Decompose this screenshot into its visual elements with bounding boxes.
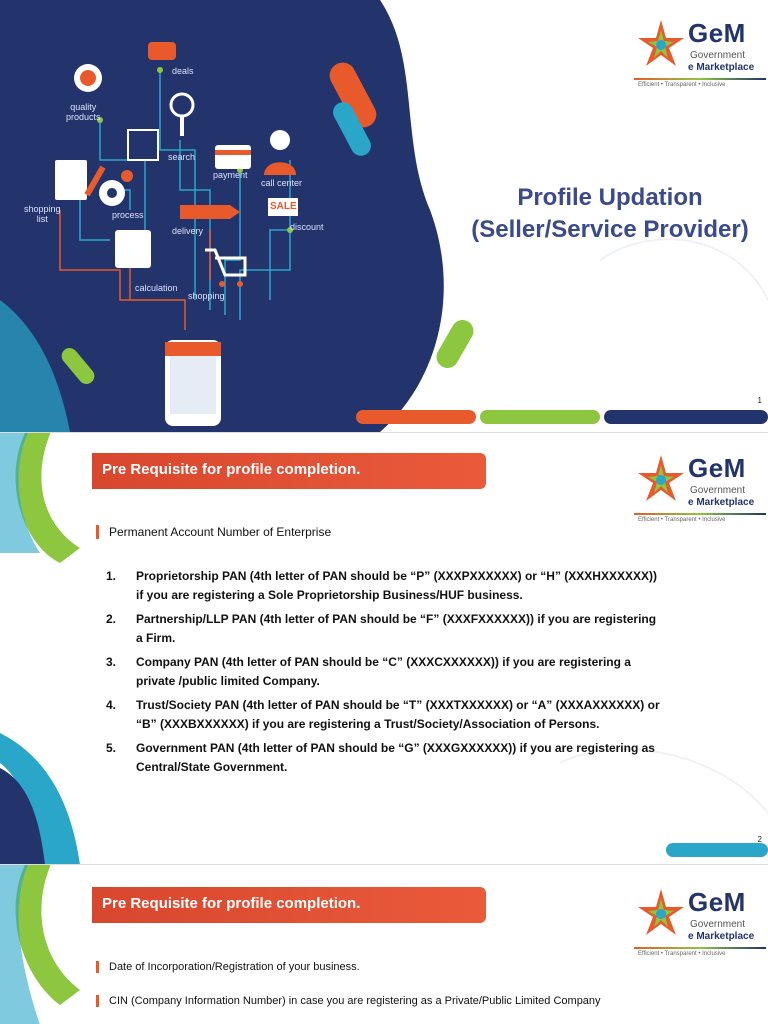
label-deals: deals bbox=[172, 66, 194, 76]
logo-tagline: Efficient • Transparent • Inclusive bbox=[638, 82, 726, 88]
slide3-point-1: Date of Incorporation/Registration of your business. bbox=[96, 961, 360, 973]
logo-divider bbox=[634, 947, 766, 949]
list-item: 5. Government PAN (4th letter of PAN should be “G” (XXXGXXXXXX)) if you are registering as Central/State Government. bbox=[106, 741, 655, 774]
cover-title-line2: (Seller/Service Provider) bbox=[471, 216, 749, 243]
page-number-1: 1 bbox=[757, 396, 762, 405]
list-item: 3. Company PAN (4th letter of PAN should be “C” (XXXCXXXXXX)) if you are registering a private /public limited Company. bbox=[106, 655, 631, 688]
label-process: process bbox=[112, 210, 144, 220]
logo-divider bbox=[634, 513, 766, 515]
logo-line1: Government bbox=[690, 919, 746, 930]
label-sale: SALE bbox=[270, 201, 297, 212]
gem-star-icon bbox=[634, 16, 688, 70]
list-item: 1. Proprietorship PAN (4th letter of PAN should be “P” (XXXPXXXXXX) or “H” (XXXHXXXXXX)) if you are registering a Sole Proprietorship Business/HUF business. bbox=[106, 569, 657, 602]
logo-line1: Government bbox=[690, 50, 746, 61]
logo-name: GeM bbox=[688, 453, 746, 483]
logo-name: GeM bbox=[688, 887, 746, 917]
gem-logo bbox=[630, 445, 768, 525]
slide-2 bbox=[0, 432, 768, 864]
list-item: 4. Trust/Society PAN (4th letter of PAN should be “T” (XXXTXXXXXX) or “A” (XXXAXXXXXX) or “B” (XXXBXXXXXX) if you are registering a Trust/Society/Association of Persons. bbox=[106, 698, 660, 731]
slide-1 bbox=[0, 0, 768, 432]
label-search: search bbox=[168, 152, 196, 162]
label-shopping: shopping bbox=[188, 291, 225, 301]
label-discount: discount bbox=[290, 222, 324, 232]
logo-line2: e Marketplace bbox=[688, 931, 755, 942]
logo-tagline: Efficient • Transparent • Inclusive bbox=[638, 951, 726, 957]
label-calculation: calculation bbox=[135, 283, 178, 293]
label-shopping-list: shopping list bbox=[24, 204, 61, 224]
logo-line2: e Marketplace bbox=[688, 497, 755, 508]
slide3-point-2: CIN (Company Information Number) in case you are registering as a Private/Public Limited Company bbox=[96, 995, 601, 1007]
slide2-subheading: Permanent Account Number of Enterprise bbox=[96, 525, 331, 539]
gem-star-icon bbox=[634, 885, 688, 939]
label-call-center: call center bbox=[261, 178, 303, 188]
logo-tagline: Efficient • Transparent • Inclusive bbox=[638, 517, 726, 523]
label-payment: payment bbox=[213, 170, 248, 180]
gem-star-icon bbox=[634, 451, 688, 505]
cover-title-line1: Profile Updation bbox=[517, 184, 703, 211]
page-number-2: 2 bbox=[757, 835, 762, 844]
label-quality-products: quality products bbox=[66, 102, 101, 122]
logo-divider bbox=[634, 78, 766, 80]
gem-logo bbox=[630, 879, 768, 959]
gem-logo bbox=[630, 10, 768, 90]
slide2-banner: Pre Requisite for profile completion. bbox=[92, 453, 486, 489]
cover-title bbox=[455, 182, 765, 246]
slide3-banner: Pre Requisite for profile completion. bbox=[92, 887, 486, 923]
list-item: 2. Partnership/LLP PAN (4th letter of PAN should be “F” (XXXFXXXXXX)) if you are registering a Firm. bbox=[106, 612, 657, 645]
slide-3 bbox=[0, 864, 768, 1024]
logo-name: GeM bbox=[688, 18, 746, 48]
pan-requirements-list bbox=[106, 567, 666, 782]
logo-line2: e Marketplace bbox=[688, 62, 755, 73]
logo-line1: Government bbox=[690, 485, 746, 496]
label-delivery: delivery bbox=[172, 226, 204, 236]
